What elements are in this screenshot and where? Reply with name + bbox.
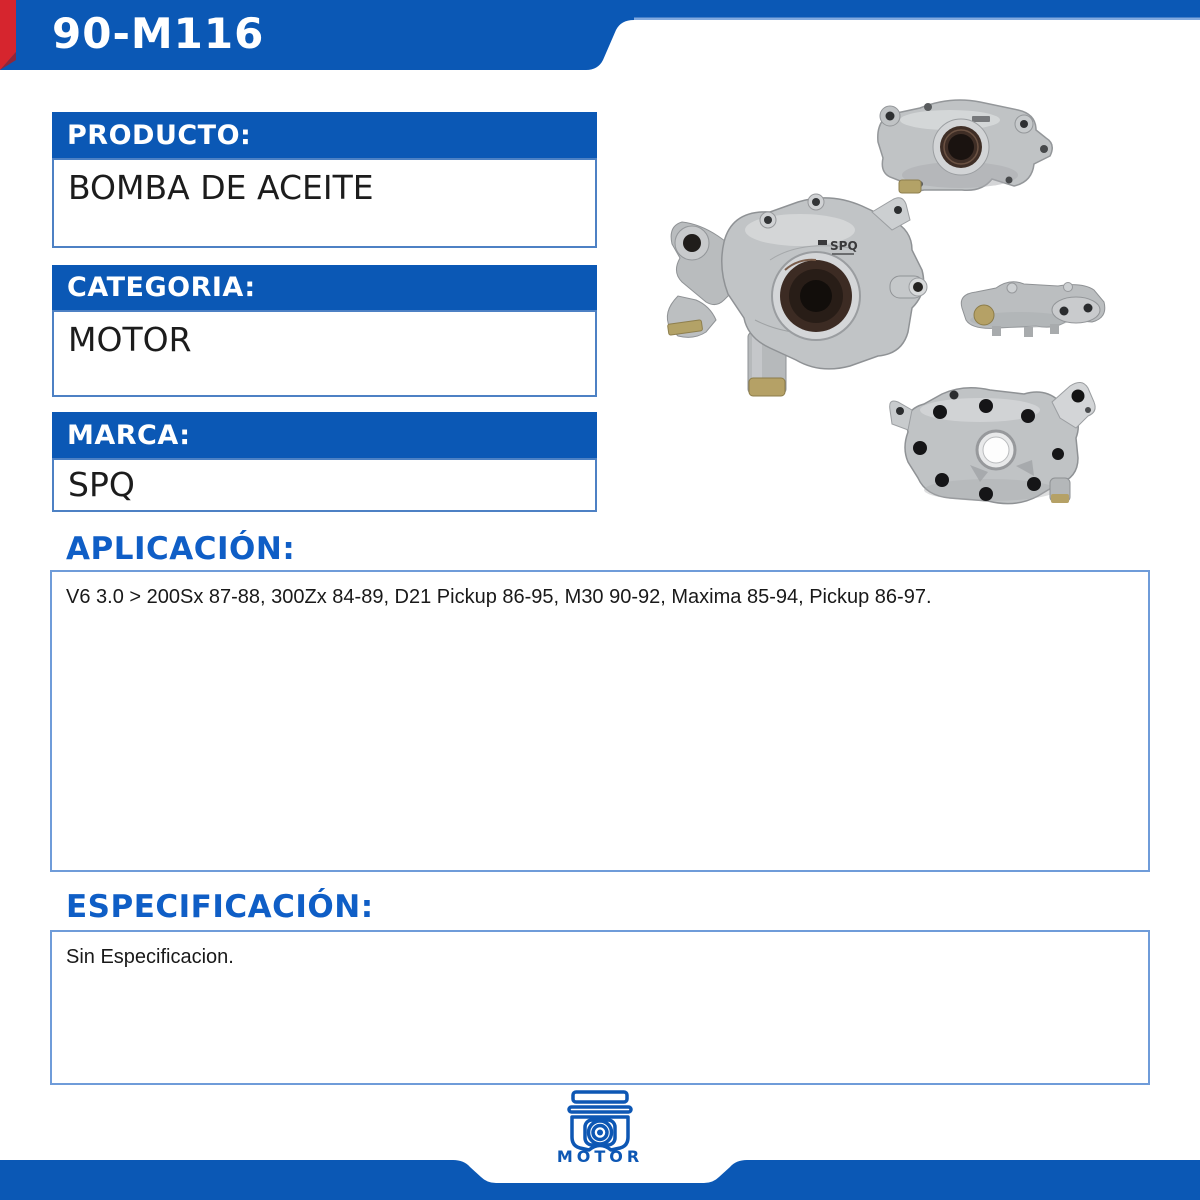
producto-label-bar: PRODUCTO: [52, 112, 597, 158]
footer-category-label: MOTOR [556, 1147, 644, 1166]
marca-value-box: SPQ [52, 458, 597, 512]
marca-label-bar: MARCA: [52, 412, 597, 458]
casting-logo-stamp: SPQ [830, 239, 858, 253]
especificacion-heading: ESPECIFICACIÓN: [66, 889, 374, 925]
producto-value-box: BOMBA DE ACEITE [52, 158, 597, 248]
especificacion-box: Sin Especificacion. [50, 930, 1150, 1085]
footer-blue-band [0, 1160, 1200, 1200]
product-photo-side-casting [961, 282, 1105, 337]
product-photos [620, 80, 1180, 520]
header-strip-edge [634, 18, 1200, 21]
product-photo-main-pump [667, 194, 927, 396]
aplicacion-heading: APLICACIÓN: [66, 531, 296, 567]
product-photo-front-housing [878, 100, 1052, 193]
page-title-part-number: 90-M116 [52, 9, 265, 58]
aplicacion-box: V6 3.0 > 200Sx 87-88, 300Zx 84-89, D21 Pickup 86-95, M30 90-92, Maxima 85-94, Pickup 86-97. [50, 570, 1150, 872]
categoria-label-bar: CATEGORIA: [52, 265, 597, 310]
categoria-value-box: MOTOR [52, 310, 597, 397]
product-photo-cover-plate [890, 382, 1095, 503]
footer-bar [0, 1140, 1200, 1200]
